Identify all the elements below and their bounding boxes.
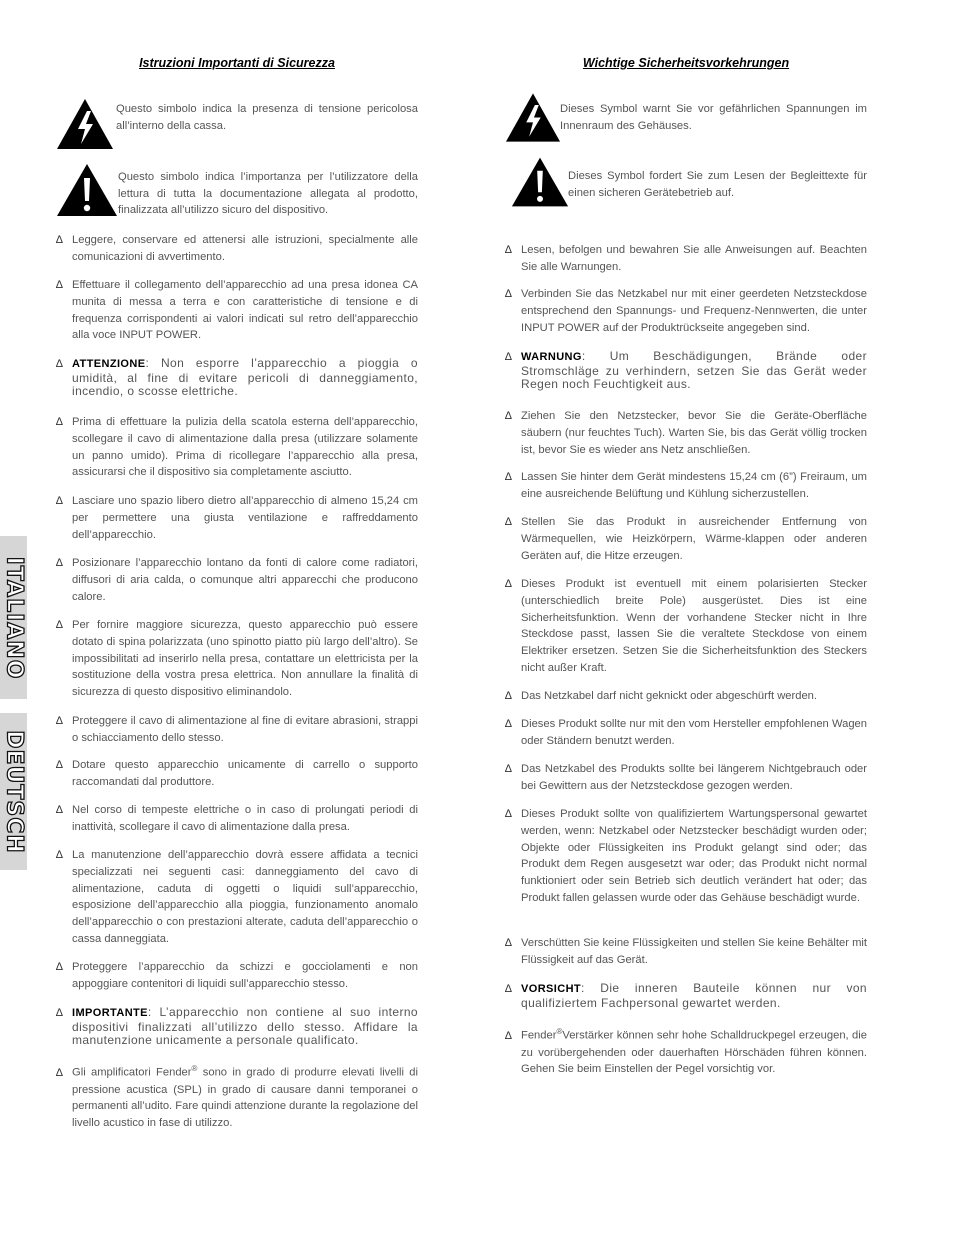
german-item-4 bbox=[505, 408, 867, 458]
bullet: ∆ bbox=[505, 808, 512, 820]
bullet: ∆ bbox=[56, 619, 63, 631]
italian-item-2-text: Effettuare il collegamento dell’apparecchio ad una presa idonea CA munita di messa a terra e con caratteristiche di tensione e di frequenza corrispondenti ai valori indicati sul retro dell’apparecchio alla voce INPUT POWER. bbox=[72, 279, 418, 342]
german-symbol1-text: Dieses Symbol warnt Sie vor gefährlichen Spannungen im Innenraum des Gehäuses. bbox=[560, 103, 867, 132]
italian-item-9 bbox=[56, 757, 418, 791]
italian-item-4 bbox=[56, 414, 418, 481]
german-item-12-text: Verschütten Sie keine Flüssigkeiten und stellen Sie keine Behälter mit Flüssigkeit auf das Gerät. bbox=[521, 937, 867, 966]
italian-item-1 bbox=[56, 232, 418, 266]
italian-voltage-symbol-block bbox=[56, 98, 418, 153]
bullet: ∆ bbox=[56, 1007, 64, 1019]
italian-item-10-text: Nel corso di tempeste elettriche o in caso di prolungati periodi di inattività, scollegare il cavo di alimentazione dalla presa. bbox=[72, 804, 418, 833]
high-voltage-warning-icon bbox=[56, 98, 114, 150]
bullet: ∆ bbox=[505, 937, 512, 949]
bullet: ∆ bbox=[505, 288, 512, 300]
german-item-9-text: Dieses Produkt sollte nur mit den vom Hersteller empfohlenen Wagen oder Ständern benutzt werden. bbox=[521, 718, 867, 747]
german-item-7 bbox=[505, 576, 867, 677]
bullet: ∆ bbox=[505, 351, 513, 363]
italian-item-1-text: Leggere, conservare ed attenersi alle istruzioni, specialmente alle comunicazioni di avvertimento. bbox=[72, 234, 418, 263]
german-item-10 bbox=[505, 761, 867, 795]
italian-symbol1-text: Questo simbolo indica la presenza di tensione pericolosa all’interno della cassa. bbox=[116, 103, 418, 132]
german-item-8-text: Das Netzkabel darf nicht geknickt oder abgeschürft werden. bbox=[521, 690, 818, 702]
german-item-3-text: Um Beschädigungen, Brände oder Stromschläge zu verhindern, setzen Sie das Gerät weder Regen noch Feuchtigkeit aus. bbox=[521, 349, 867, 391]
tab-deutsch bbox=[0, 713, 27, 870]
bullet: ∆ bbox=[505, 983, 513, 995]
italian-heading: Istruzioni Importanti di Sicurezza bbox=[139, 56, 335, 70]
italian-item-6-text: Posizionare l’apparecchio lontano da fonti di calore come radiatori, diffusori di aria calda, o comunque altri apparecchi che producono calore. bbox=[72, 557, 418, 603]
bullet: ∆ bbox=[56, 849, 63, 861]
italian-item-7 bbox=[56, 617, 418, 701]
german-item-5-text: Lassen Sie hinter dem Gerät mindestens 15,24 cm (6”) Freiraum, um eine ausreichende Belüftung und Kühlung sicherzustellen. bbox=[521, 471, 867, 500]
bullet: ∆ bbox=[505, 763, 512, 775]
vorsicht-keyword: VORSICHT bbox=[521, 983, 582, 995]
bullet: ∆ bbox=[56, 804, 63, 816]
italian-item-2 bbox=[56, 277, 418, 344]
registered-mark: ® bbox=[556, 1027, 563, 1036]
italian-item-11-text: La manutenzione dell’apparecchio dovrà essere affidata a tecnici specializzati nei seguenti casi: danneggiamento del cavo di alimentazione, caduta di oggetti o liquidi sull’apparecchio, esposizione dell’apparecchio alla pioggia, funzionamento anomalo dell’apparecchio o con prestazioni alterate, caduta dell’apparecchio o cassa danneggiata. bbox=[72, 849, 418, 945]
german-heading: Wichtige Sicherheitsvorkehrungen bbox=[582, 56, 790, 70]
german-voltage-symbol-block bbox=[505, 90, 867, 145]
german-item-6 bbox=[505, 514, 867, 564]
colon: : bbox=[581, 981, 601, 995]
italian-item-12-text: Proteggere l’apparecchio da schizzi e gocciolamenti e non appoggiare contenitori di liquidi sull’apparecchio stesso. bbox=[72, 961, 418, 990]
italian-caution-symbol-block bbox=[56, 163, 418, 218]
warnung-keyword: WARNUNG bbox=[521, 351, 582, 363]
german-item-fender bbox=[505, 1024, 867, 1078]
bullet: ∆ bbox=[56, 557, 63, 569]
exclamation-warning-icon bbox=[511, 155, 569, 209]
italian-item-6 bbox=[56, 555, 418, 605]
german-item-2 bbox=[505, 286, 867, 336]
high-voltage-warning-icon bbox=[505, 90, 561, 145]
bullet: ∆ bbox=[505, 1029, 512, 1042]
german-item-8 bbox=[505, 688, 867, 705]
bullet: ∆ bbox=[56, 759, 63, 771]
tab-italiano-label: ITALIANO bbox=[1, 556, 26, 679]
german-item-1-text: Lesen, befolgen und bewahren Sie alle Anweisungen auf. Beachten Sie alle Warnungen. bbox=[521, 244, 867, 273]
italian-item-importante bbox=[56, 1006, 418, 1048]
german-item-2-text: Verbinden Sie das Netzkabel nur mit einer geerdeten Netzsteckdose entsprechend den Spannungs- und Frequenz-Nennwerten, die unter INPUT POWER auf der Produktrückseite angegeben sind. bbox=[521, 288, 867, 334]
german-item-9 bbox=[505, 716, 867, 750]
bullet: ∆ bbox=[56, 1066, 63, 1079]
colon: : bbox=[145, 356, 161, 370]
bullet: ∆ bbox=[56, 961, 63, 973]
exclamation-warning-icon bbox=[56, 163, 118, 217]
italian-item-5-text: Lasciare uno spazio libero dietro all’apparecchio di almeno 15,24 cm per permettere una giusta ventilazione e raffreddamento dell’apparecchio. bbox=[72, 495, 418, 541]
italian-item-7-text: Per fornire maggiore sicurezza, questo apparecchio può essere dotato di spina polarizzata (uno spinotto piatto più largo dell’altro). Se impossibilitati ad inserirlo nella presa, contattare un elettricista per la sostituzione della vostra presa elettrica. Non annullare la finalità di sicurezza di questo dispositivo eliminandolo. bbox=[72, 619, 418, 699]
tab-deutsch-label: DEUTSCH bbox=[1, 729, 26, 854]
bullet: ∆ bbox=[56, 495, 63, 507]
italian-item-8 bbox=[56, 713, 418, 747]
bullet: ∆ bbox=[505, 516, 512, 528]
colon: : bbox=[581, 349, 610, 363]
italian-item-4-text: Prima di effettuare la pulizia della scatola esterna dell’apparecchio, scollegare il cavo di alimentazione dalla presa (utilizzare solamente un panno umido). Prima di ricollegare l’apparecchio alla presa, assicurarsi che il dispositivo sia completamente asciutto. bbox=[72, 416, 418, 479]
italian-item-11 bbox=[56, 847, 418, 948]
fender-prefix: Fender bbox=[521, 1029, 557, 1042]
german-item-13-text: Die inneren Bauteile können nur von qualifiziertem Fachpersonal gewartet werden. bbox=[521, 981, 868, 1010]
italian-item-12 bbox=[56, 959, 418, 993]
german-item-1 bbox=[505, 242, 867, 276]
german-item-5 bbox=[505, 469, 867, 503]
german-item-14-text: Verstärker können sehr hohe Schalldruckpegel erzeugen, die zu vorübergehenden oder dauerhaften Hörschäden führen können. Gehen Sie beim Einstellen der Pegel vorsichtig vor. bbox=[521, 1029, 867, 1076]
bullet: ∆ bbox=[56, 416, 63, 428]
bullet: ∆ bbox=[505, 718, 512, 730]
colon: : bbox=[147, 1005, 160, 1019]
italian-item-attenzione bbox=[56, 357, 418, 399]
bullet: ∆ bbox=[56, 715, 63, 727]
german-item-6-text: Stellen Sie das Produkt in ausreichender Entfernung von Wärmequellen, wie Heizkörpern, Wärme-klappen oder anderen Geräten auf, die Hitze erzeugen. bbox=[521, 516, 867, 562]
italian-item-8-text: Proteggere il cavo di alimentazione al fine di evitare abrasioni, strappi o schiacciamento dello stesso. bbox=[72, 715, 418, 744]
german-item-warnung bbox=[505, 350, 867, 392]
italian-item-9-text: Dotare questo apparecchio unicamente di carrello o supporto raccomandati dal produttore. bbox=[72, 759, 418, 788]
attenzione-keyword: ATTENZIONE bbox=[72, 358, 146, 370]
german-item-7-text: Dieses Produkt ist eventuell mit einem polarisierten Stecker (unterschiedlich breite Pole) ausgerüstet. Dies ist eine Sicherheitsfunktion. Wenn der vorhandene Stecker nicht in Ihre Steckdose passt, lassen Sie die veraltete Steckdose von einem Elektriker ersetzen. Setzen Sie die Sicherheitsfunktion des Steckers nicht außer Kraft. bbox=[521, 578, 867, 674]
fender-prefix: Gli amplificatori Fender bbox=[72, 1066, 192, 1079]
bullet: ∆ bbox=[505, 244, 512, 256]
german-item-11 bbox=[505, 806, 867, 907]
italian-item-14-text: sono in grado di produrre elevati livelli di pressione acustica (SPL) in grado di causare danni temporanei o permanenti all’udito. Fare quindi attenzione durante la regolazione del livello acustico in fase di utilizzo. bbox=[72, 1066, 419, 1130]
german-symbol2-text: Dieses Symbol fordert Sie zum Lesen der Begleittexte für einen sicheren Gerätebetrieb auf. bbox=[568, 170, 867, 199]
italian-item-fender bbox=[56, 1061, 418, 1132]
tab-italiano bbox=[0, 536, 27, 699]
bullet: ∆ bbox=[56, 234, 63, 246]
registered-mark: ® bbox=[191, 1064, 198, 1073]
german-caution-symbol-block bbox=[505, 155, 867, 210]
bullet: ∆ bbox=[56, 358, 64, 370]
italian-item-13-text: L’apparecchio non contiene al suo interno dispositivi finalizzati all’utilizzo dello stesso. Affidare la manutenzione unicamente a personale qualificato. bbox=[72, 1005, 418, 1047]
italian-item-5 bbox=[56, 493, 418, 543]
italian-item-3-text: Non esporre l’apparecchio a pioggia o umidità, al fine di evitare pericoli di danneggiamento, incendio, o scosse elettriche. bbox=[72, 356, 419, 398]
german-item-4-text: Ziehen Sie den Netzstecker, bevor Sie die Geräte-Oberfläche säubern (nur feuchtes Tuch). Warten Sie, bis das Gerät völlig trocken ist, bevor Sie es wieder ans Netz anschließen. bbox=[521, 410, 867, 456]
bullet: ∆ bbox=[505, 471, 512, 483]
importante-keyword: IMPORTANTE bbox=[72, 1007, 148, 1019]
italian-item-10 bbox=[56, 802, 418, 836]
german-item-10-text: Das Netzkabel des Produkts sollte bei längerem Nichtgebrauch oder bei Gewittern aus der Netzsteckdose gezogen werden. bbox=[521, 763, 867, 792]
german-item-vorsicht bbox=[505, 982, 867, 1010]
bullet: ∆ bbox=[56, 279, 63, 291]
bullet: ∆ bbox=[505, 410, 512, 422]
german-item-12 bbox=[505, 935, 867, 969]
german-item-11-text: Dieses Produkt sollte von qualifiziertem Wartungspersonal gewartet werden, wenn: Netzkabel oder Netzstecker beschädigt wurden oder; Objekte oder Flüssigkeiten ins Produkt gelangt sind oder; das Produkt dem Regen ausgesetzt war oder; das Produkt nicht normal funktioniert oder sein Betrieb sich deutlich verändert hat oder; das Produkt fallen gelassen wurde oder das Gehäuse beschädigt wurde. bbox=[521, 808, 867, 904]
bullet: ∆ bbox=[505, 578, 512, 590]
italian-symbol2-text: Questo simbolo indica l’importanza per l’utilizzatore della lettura di tutta la documentazione allegata al prodotto, finalizzata all’utilizzo sicuro del dispositivo. bbox=[118, 171, 418, 216]
bullet: ∆ bbox=[505, 690, 512, 702]
